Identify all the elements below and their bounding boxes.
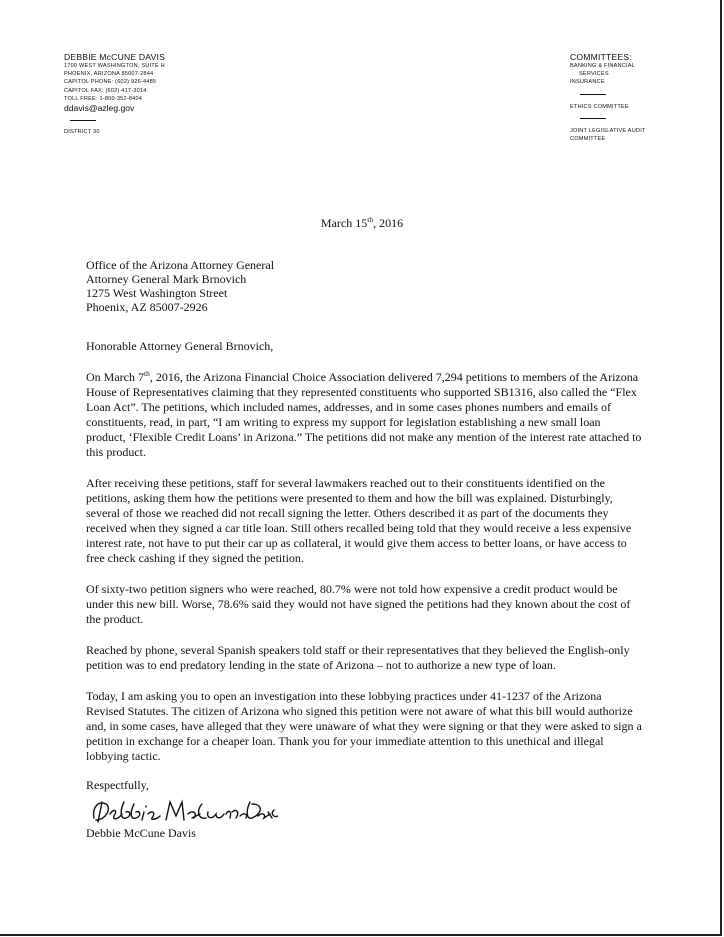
legislator-name: DEBBIE McCUNE DAVIS <box>64 52 166 62</box>
paragraph-1 <box>86 370 642 460</box>
letter-date <box>0 216 724 231</box>
email-address: ddavis@azleg.gov <box>64 103 135 114</box>
closing: Respectfully, <box>86 778 149 792</box>
divider <box>580 118 606 119</box>
recipient-address <box>86 258 274 314</box>
address-line: PHOENIX, ARIZONA 85007-2844 <box>64 71 154 78</box>
date-month: March 15 <box>320 216 368 230</box>
district-label: DISTRICT 30 <box>64 129 100 136</box>
date-suffix: th <box>367 215 374 224</box>
committee-item: BANKING & FINANCIAL <box>570 63 636 69</box>
recipient-line: Phoenix, AZ 85007-2926 <box>86 300 208 314</box>
committee-item: COMMITTEE <box>570 136 606 143</box>
address-line: 1700 WEST WASHINGTON, SUITE H <box>64 63 165 69</box>
paragraph-4: Reached by phone, several Spanish speakers told staff or their representatives that they believed the English-only petition was to end predatory lending in the state of Arizona – not to authorize a new type of loan. <box>86 643 630 672</box>
committee-item: INSURANCE <box>570 79 605 86</box>
recipient-line: 1275 West Washington Street <box>86 286 228 300</box>
committee-item: SERVICES <box>579 71 609 78</box>
capitol-phone: CAPITOL PHONE: (602) 926-4485 <box>64 79 157 86</box>
paragraph-3: Of sixty-two petition signers who were reached, 80.7% were not told how expensive a credit product would be under this new bill. Worse, 78.6% said they would not have signed the petitions had they known about the cost of the product. <box>86 582 631 626</box>
committee-item: JOINT LEGISLATIVE AUDIT <box>570 127 646 134</box>
handwritten-signature <box>88 794 278 828</box>
date-year: , 2016 <box>373 216 404 230</box>
committees-heading: COMMITTEES: <box>570 52 632 62</box>
salutation: Honorable Attorney General Brnovich, <box>86 339 274 353</box>
capitol-fax: CAPITOL FAX: (602) 417-3014 <box>64 87 147 94</box>
recipient-line: Office of the Arizona Attorney General <box>86 258 275 272</box>
signer-name: Debbie McCune Davis <box>86 826 196 840</box>
committee-item: ETHICS COMMITTEE <box>570 103 629 110</box>
divider <box>580 94 606 95</box>
recipient-line: Attorney General Mark Brnovich <box>86 272 247 286</box>
p1-sup: th <box>143 369 150 378</box>
committees-block <box>570 52 710 143</box>
toll-free: TOLL FREE: 1-800-352-8404 <box>64 95 143 102</box>
paragraph-2: After receiving these petitions, staff for several lawmakers reached out to their constituents identified on the petitions, asking them how the petitions were presented to them and how the bill was explained. Disturbingly, several of those we reached did not recall signing the letter. Others described it as part of the documents they received when they signed a car title loan. Still others recalled being told that they would receive a less expensive interest rate, not have to put their car up as collateral, it would give them access to better loans, or have access to free check cashing if they signed the petition. <box>86 476 632 565</box>
p1-rest: , 2016, the Arizona Financial Choice Association delivered 7,294 petitions to members of the Arizona House of Representatives claiming that they represented constituents who supported SB1316, also called the “Flex Loan Act”. The petitions, which included names, addresses, and in some cases phones numbers and emails of constituents, read, in part, “I am writing to express my support for legislation establishing a new small loan product, ‘Flexible Credit Loans’ in Arizona.” The petitions did not make any mention of the interest rate attached to this product. <box>86 370 642 459</box>
divider <box>70 120 96 121</box>
letter-body <box>86 339 642 780</box>
p1-start: On March 7 <box>86 370 144 384</box>
paragraph-5: Today, I am asking you to open an investigation into these lobbying practices under 41-1237 of the Arizona Revised Statutes. The citizen of Arizona who signed this petition were not aware of what this bill would authorize and, in some cases, have alleged that they were unaware of what they were signing or that they were asked to sign a petition in exchange for a cheaper loan. Thank you for your immediate attention to this unethical and illegal lobbying tactic. <box>86 689 642 763</box>
letterhead-left <box>64 52 284 136</box>
